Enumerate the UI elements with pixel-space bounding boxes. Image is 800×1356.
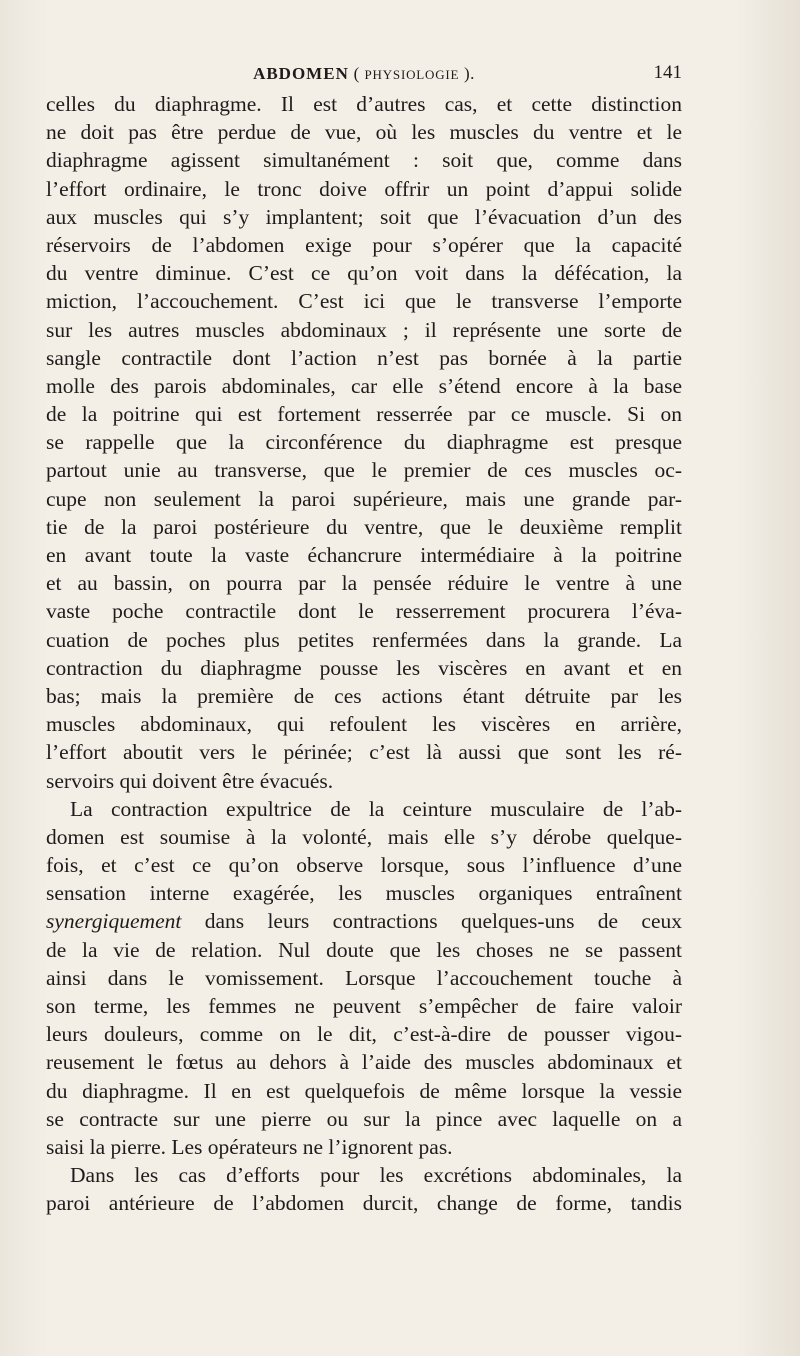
text-line: bas; mais la première de ces actions étant détruite par les (46, 683, 682, 708)
page-number: 141 (653, 62, 682, 83)
text-line: diaphragme agissent simultanément : soit que, comme dans (46, 148, 682, 173)
text-line: du ventre diminue. C’est ce qu’on voit dans la défécation, la (46, 261, 682, 286)
text-line: domen est soumise à la volonté, mais elle s’y dérobe quelque- (46, 824, 682, 849)
text-line: sur les autres muscles abdominaux ; il représente une sorte de (46, 317, 682, 342)
running-head (46, 62, 682, 88)
paragraph-2 (46, 795, 682, 1161)
text-line: en avant toute la vaste échancrure intermédiaire à la poitrine (46, 543, 682, 567)
text-line-with-italic (46, 907, 682, 935)
running-title-sub: PHYSIOLOGIE (364, 67, 460, 82)
text-line: Dans les cas d’efforts pour les excrétions abdominales, la (70, 1163, 682, 1188)
text-line: La contraction expultrice de la ceinture musculaire de l’ab- (70, 796, 682, 821)
text-line: partout unie au transverse, que le premier de ces muscles oc- (46, 458, 682, 483)
text-line: cupe non seulement la paroi supérieure, mais une grande par- (46, 486, 682, 511)
text-line: son terme, les femmes ne peuvent s’empêcher de faire valoir (46, 994, 682, 1018)
running-title-main: ABDOMEN (253, 64, 349, 83)
text-line: vaste poche contractile dont le resserrement procurera l’éva- (46, 599, 682, 624)
italic-term: synergiquement (46, 909, 182, 934)
paragraph-3 (46, 1161, 682, 1217)
text-line-rest: dans leurs contractions quelques-uns de ceux (204, 909, 683, 934)
text-line: reusement le fœtus au dehors à l’aide des muscles abdominaux et (46, 1050, 682, 1075)
text-line: paroi antérieure de l’abdomen durcit, change de forme, tandis (46, 1191, 682, 1216)
paragraph-1 (46, 90, 682, 795)
body-text (46, 90, 682, 1218)
text-line: saisi la pierre. Les opérateurs ne l’ignorent pas. (46, 1134, 453, 1159)
text-line: servoirs qui doivent être évacués. (46, 768, 334, 793)
text-line: l’effort aboutit vers le périnée; c’est là aussi que sont les ré- (46, 740, 682, 765)
text-line: molle des parois abdominales, car elle s’étend encore à la base (46, 373, 682, 398)
text-line: sensation interne exagérée, les muscles organiques entraînent (46, 881, 682, 906)
text-line: contraction du diaphragme pousse les viscères en avant et en (46, 655, 682, 680)
text-line: réservoirs de l’abdomen exige pour s’opérer que la capacité (46, 232, 682, 257)
text-line: du diaphragme. Il en est quelquefois de même lorsque la vessie (46, 1078, 682, 1103)
text-line: sangle contractile dont l’action n’est pas bornée à la partie (46, 345, 682, 370)
text-line: tie de la paroi postérieure du ventre, que le deuxième remplit (46, 514, 682, 539)
text-line: muscles abdominaux, qui refoulent les viscères en arrière, (46, 712, 682, 737)
text-line: ne doit pas être perdue de vue, où les muscles du ventre et le (46, 120, 682, 145)
text-line: aux muscles qui s’y implantent; soit que l’évacuation d’un des (46, 204, 682, 229)
text-line: miction, l’accouchement. C’est ici que le transverse l’emporte (46, 289, 682, 314)
running-title-paren-open: ( (348, 64, 365, 83)
text-line: et au bassin, on pourra par la pensée réduire le ventre à une (46, 571, 682, 596)
text-line: l’effort ordinaire, le tronc doive offrir un point d’appui solide (46, 176, 682, 201)
text-line: se contracte sur une pierre ou sur la pince avec laquelle on a (46, 1106, 682, 1131)
text-line: celles du diaphragme. Il est d’autres cas, et cette distinction (46, 92, 682, 116)
text-line: cuation de poches plus petites renfermées dans la grande. La (46, 627, 682, 652)
text-line: fois, et c’est ce qu’on observe lorsque, sous l’influence d’une (46, 853, 682, 878)
text-line: de la poitrine qui est fortement resserrée par ce muscle. Si on (46, 402, 682, 427)
text-line: leurs douleurs, comme on le dit, c’est-à-dire de pousser vigou- (46, 1022, 682, 1047)
running-title-paren-close: ). (459, 64, 475, 83)
text-line: de la vie de relation. Nul doute que les choses ne se passent (46, 937, 682, 962)
text-line: ainsi dans le vomissement. Lorsque l’accouchement touche à (46, 965, 682, 990)
text-line: se rappelle que la circonférence du diaphragme est presque (46, 430, 682, 455)
running-title (46, 64, 682, 84)
